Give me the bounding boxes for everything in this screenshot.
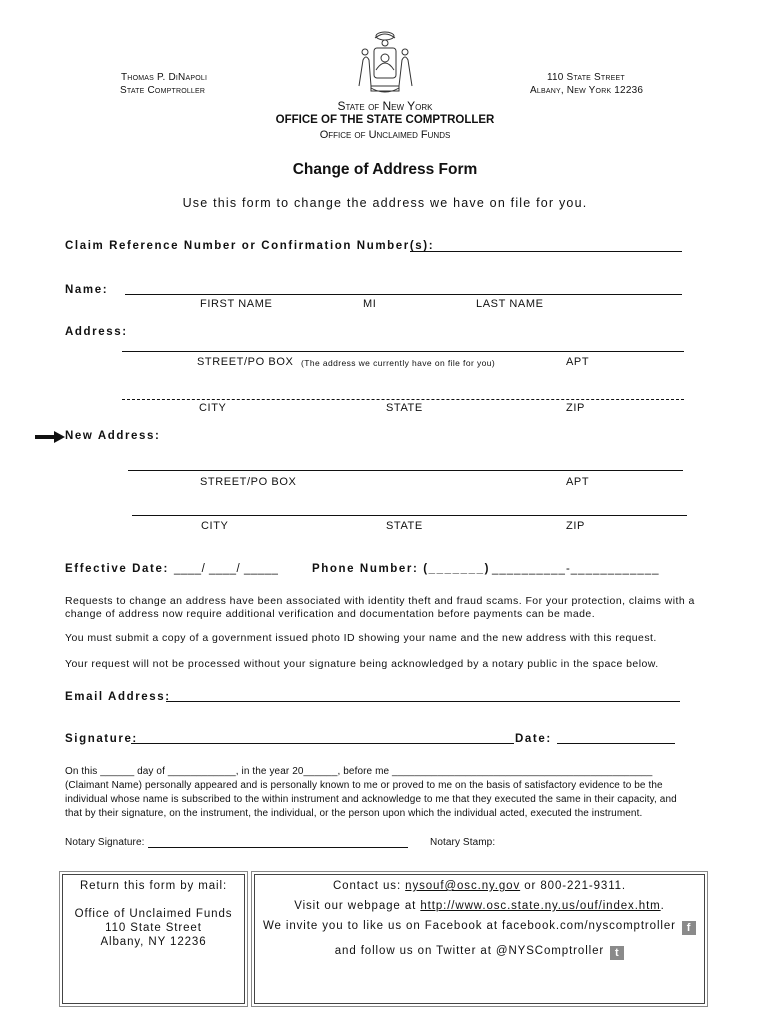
comptroller-title: State Comptroller <box>120 85 206 96</box>
facebook-line <box>255 920 704 935</box>
comptroller-name: Thomas P. DiNapoli <box>121 72 208 83</box>
mail-address-line: 110 State Street <box>105 922 202 934</box>
office-city: Albany, New York 12236 <box>530 85 644 96</box>
email-address-field[interactable] <box>166 701 680 702</box>
facebook-text: We invite you to like us on Facebook at facebook.com/nyscomptroller <box>262 920 676 932</box>
new-city-field[interactable] <box>132 515 687 516</box>
phone-number-label: Phone Number: (_______) <box>312 563 491 575</box>
webpage-line <box>255 900 704 912</box>
form-intro: Use this form to change the address we have on file for you. <box>182 196 588 210</box>
mail-address-line: Albany, NY 12236 <box>100 936 207 948</box>
first-name-caption: FIRST NAME <box>200 298 273 310</box>
office-street: 110 State Street <box>547 72 625 83</box>
contact-email-link[interactable]: nysouf@osc.ny.gov <box>405 880 521 892</box>
mail-instructions-box <box>62 874 245 1004</box>
current-apt-caption: APT <box>566 356 590 368</box>
middle-initial-caption: MI <box>363 298 377 310</box>
effective-date-label: Effective Date: <box>65 563 169 575</box>
notary-text-line-3: individual whose name is subscribed to the within instrument and acknowledge to me that they executed the same in their capacity, and <box>65 794 677 805</box>
mail-box-title: Return this form by mail: <box>79 880 228 892</box>
webpage-suffix: . <box>660 900 665 912</box>
new-street-field[interactable] <box>128 470 683 471</box>
new-state-caption: STATE <box>386 520 423 532</box>
photo-id-requirement: You must submit a copy of a government issued photo ID showing your name and the new address with this request. <box>65 632 657 644</box>
webpage-link[interactable]: http://www.osc.state.ny.us/ouf/index.htm <box>420 900 661 912</box>
address-label: Address: <box>65 326 128 338</box>
notary-text-line-4: that by their signature, on the instrument, the individual, or the person upon which the individual acted, executed the instrument. <box>65 808 643 819</box>
arrow-right-icon <box>35 431 65 443</box>
page-title: Change of Address Form <box>292 161 478 178</box>
fraud-warning-line-1: Requests to change an address have been associated with identity theft and fraud scams. For your protection, claims with a <box>65 595 695 607</box>
mail-address-line: Office of Unclaimed Funds <box>74 908 233 920</box>
new-address-label: New Address: <box>65 430 161 442</box>
current-state-caption: STATE <box>386 402 423 414</box>
mail-address <box>63 907 244 949</box>
email-address-label: Email Address: <box>65 691 171 703</box>
signature-field[interactable] <box>131 743 514 744</box>
twitter-icon[interactable]: t <box>610 946 624 960</box>
current-city-caption: CITY <box>199 402 227 414</box>
contact-phone: or 800-221-9311. <box>524 880 627 892</box>
twitter-line <box>255 945 704 960</box>
date-label: Date: <box>515 733 552 745</box>
notary-text-line-2: (Claimant Name) personally appeared and is personally known to me or proved to me on the basis of satisfactory evidence to be the <box>65 780 663 791</box>
signature-label: Signature: <box>65 733 138 745</box>
current-address-note: (The address we currently have on file for you) <box>301 358 496 368</box>
office-division: Office of Unclaimed Funds <box>319 129 451 141</box>
current-zip-caption: ZIP <box>566 402 585 414</box>
fraud-warning-line-2: change of address now require additional verification and documentation before payments can be made. <box>65 608 596 620</box>
notary-signature-field[interactable] <box>148 847 408 848</box>
contact-info-box <box>254 874 705 1004</box>
effective-date-field[interactable]: ____/ ____/ _____ <box>174 563 279 575</box>
phone-number-field[interactable]: __________-____________ <box>492 563 660 575</box>
notary-text-line-1: On this ______ day of ____________, in the year 20______, before me ______________________________________________ <box>65 766 653 777</box>
claim-reference-label: Claim Reference Number or Confirmation Number(s): <box>65 240 435 252</box>
name-field[interactable] <box>125 294 682 295</box>
twitter-text: and follow us on Twitter at @NYSComptroller <box>334 945 605 957</box>
date-field[interactable] <box>557 743 675 744</box>
new-zip-caption: ZIP <box>566 520 585 532</box>
name-label: Name: <box>65 284 109 296</box>
current-street-field[interactable] <box>122 351 684 352</box>
ny-state-seal-icon <box>349 28 421 96</box>
new-city-caption: CITY <box>201 520 229 532</box>
last-name-caption: LAST NAME <box>476 298 544 310</box>
facebook-icon[interactable]: f <box>682 921 696 935</box>
contact-line <box>255 880 704 892</box>
office-name: OFFICE OF THE STATE COMPTROLLER <box>275 114 495 126</box>
notary-requirement: Your request will not be processed without your signature being acknowledged by a notary public in the space below. <box>65 658 659 670</box>
notary-signature-label: Notary Signature: <box>65 837 145 848</box>
current-city-field[interactable] <box>122 399 684 400</box>
current-street-caption: STREET/PO BOX <box>197 356 294 368</box>
notary-stamp-label: Notary Stamp: <box>430 837 496 848</box>
new-street-caption: STREET/PO BOX <box>200 476 297 488</box>
contact-prefix: Contact us: <box>332 880 402 892</box>
new-apt-caption: APT <box>566 476 590 488</box>
state-name: State of New York <box>337 99 433 113</box>
claim-reference-field[interactable] <box>410 251 682 252</box>
webpage-prefix: Visit our webpage at <box>294 900 417 912</box>
